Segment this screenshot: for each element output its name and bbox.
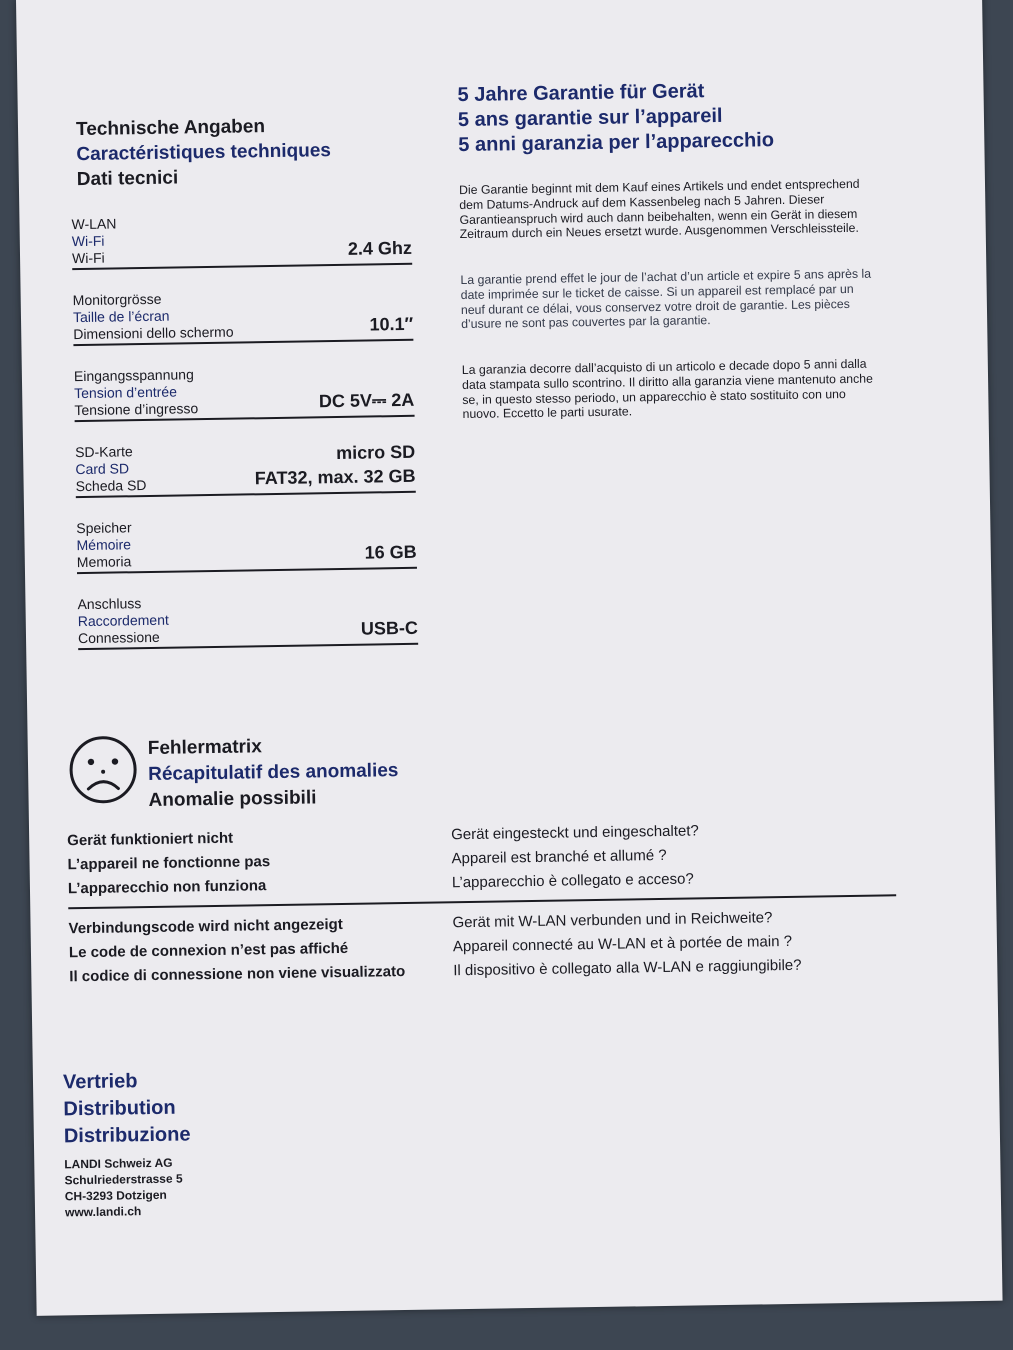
sad-face-icon [68,734,139,805]
distribution-heading-de: Vertrieb [62,1070,138,1094]
problem-de: Verbindungscode wird nicht angezeigt [68,915,343,938]
error-problem [68,912,405,989]
error-solution [452,906,801,983]
spec-row-connection [77,591,418,650]
problem-fr: Le code de connexion n’est pas affiché [68,939,349,962]
spec-label-fr: Tension d’entrée [74,383,178,402]
spec-labels [71,215,117,267]
problem-fr: L’appareil ne fonctionne pas [67,853,271,874]
spec-labels [74,366,199,419]
spec-label-de: Eingangsspannung [73,366,194,385]
spec-value-text: DC 5V⎓ 2A [318,389,415,412]
spec-label-de: SD-Karte [74,443,133,461]
spec-label-fr: Wi-Fi [71,232,105,250]
spec-label-de: Speicher [76,519,132,537]
distribution-address [64,1154,192,1220]
spec-value [254,440,415,491]
solution-it: Il dispositivo è collegato alla W-LAN e raggiungibile? [453,956,802,980]
spec-value [369,312,413,337]
distribution-block [63,1067,192,1220]
error-matrix-heading-fr: Récapitulatif des anomalies [148,760,399,786]
solution-fr: Appareil est branché et allumé ? [451,846,667,868]
spec-label-it: Wi-Fi [71,249,105,267]
spec-value-text: micro SD [335,441,416,464]
spec-label-it: Connessione [77,628,160,647]
warranty-heading-it: 5 anni garanzia per l’apparecchio [458,129,775,157]
spec-labels [76,519,132,571]
warranty-heading [457,78,774,158]
spec-label-it: Tensione d’ingresso [74,400,199,419]
spec-label-fr: Card SD [75,460,130,478]
problem-it: L’apparecchio non funziona [67,877,267,898]
error-row-2 [68,904,891,991]
spec-value-text: 16 GB [364,541,417,563]
specs-heading [76,113,332,192]
company-name: LANDI Schweiz AG [64,1155,173,1172]
manual-page [16,0,1003,1316]
spec-row-monitor [73,287,414,346]
spec-label-it: Memoria [76,553,132,571]
error-matrix-heading [148,732,399,814]
specs-heading-de: Technische Angaben [75,116,266,141]
error-matrix-heading-de: Fehlermatrix [147,736,262,760]
error-row-1 [67,816,890,903]
warranty-text-fr: La garantie prend effet le jour de l’achat d’un article et expire 5 ans après la date imprimée sur le ticket de caisse. Si un appareil est remplacé par un neuf durant ce délai, vous conservez votre droit de garantie. Les pièces d’usure ne sont pas couvertes par la garantie. [460,266,872,332]
spec-labels [75,443,147,495]
warranty-heading-de: 5 Jahre Garantie für Gerät [457,80,705,107]
spec-value-text: USB-C [360,617,419,639]
spec-row-memory [76,515,417,574]
spec-value [348,236,412,261]
spec-value-text: 10.1″ [369,313,414,335]
spec-value [361,616,418,641]
problem-it: Il codice di connessione non viene visualizzato [69,963,406,986]
spec-label-it: Dimensioni dello schermo [73,323,234,343]
distribution-heading-fr: Distribution [63,1096,176,1121]
specs-heading-it: Dati tecnici [76,167,179,191]
warranty-text-it: La garanzia decorre dall’acquisto di un articolo e decade dopo 5 anni dalla data stampata sullo scontrino. Il diritto alla garanzia viene mantenuto anche se, in questo stesso periodo, un apparecchio è stato sostituito con uno nuovo. Eccetto le parti usurate. [461,356,873,422]
spec-row-voltage [74,363,415,422]
spec-label-fr: Raccordement [77,611,169,630]
spec-row-sdcard [75,439,416,498]
specs-heading-fr: Caractéristiques techniques [76,140,332,166]
spec-value-text: FAT32, max. 32 GB [254,465,416,489]
solution-it: L’apparecchio è collegato e acceso? [451,870,694,892]
problem-de: Gerät funktioniert nicht [67,829,234,850]
spec-label-fr: Mémoire [76,536,132,554]
spec-labels [73,290,234,344]
spec-label-de: Monitorgrösse [72,290,162,309]
spec-value-text: 2.4 Ghz [347,237,413,259]
spec-label-fr: Taille de l’écran [72,307,170,326]
solution-de: Gerät mit W-LAN verbunden und in Reichweite? [452,909,773,932]
spec-label-de: Anschluss [77,595,142,613]
postal-city: CH-3293 Dotzigen [64,1187,167,1204]
distribution-heading-it: Distribuzione [63,1123,191,1148]
error-matrix-heading-it: Anomalie possibili [148,787,317,812]
error-problem [67,826,271,901]
street: Schulriederstrasse 5 [64,1171,183,1188]
spec-value [319,388,415,413]
warranty-text-de: Die Garantie beginnt mit dem Kauf eines Artikels und endet entsprechend dem Datums-Andruck auf dem Kassenbeleg nach 5 Jahren. Dieser Garantieanspruch wird auch dann beibehalten, wenn ein Gerät in diesem Zeitraum durch ein Neues ersetzt wurde. Ausgenommen Verschleissteile. [458,176,860,242]
spec-row-wlan [71,211,412,270]
solution-de: Gerät eingesteckt und eingeschaltet? [451,822,699,844]
solution-fr: Appareil connecté au W-LAN et à portée de main ? [452,932,793,956]
spec-value [365,540,417,565]
spec-label-de: W-LAN [71,215,117,233]
spec-label-it: Scheda SD [75,477,147,495]
warranty-heading-fr: 5 ans garantie sur l’appareil [457,104,723,132]
error-solution [451,819,700,895]
spec-labels [77,595,169,647]
website-link[interactable]: www.landi.ch [64,1204,142,1220]
